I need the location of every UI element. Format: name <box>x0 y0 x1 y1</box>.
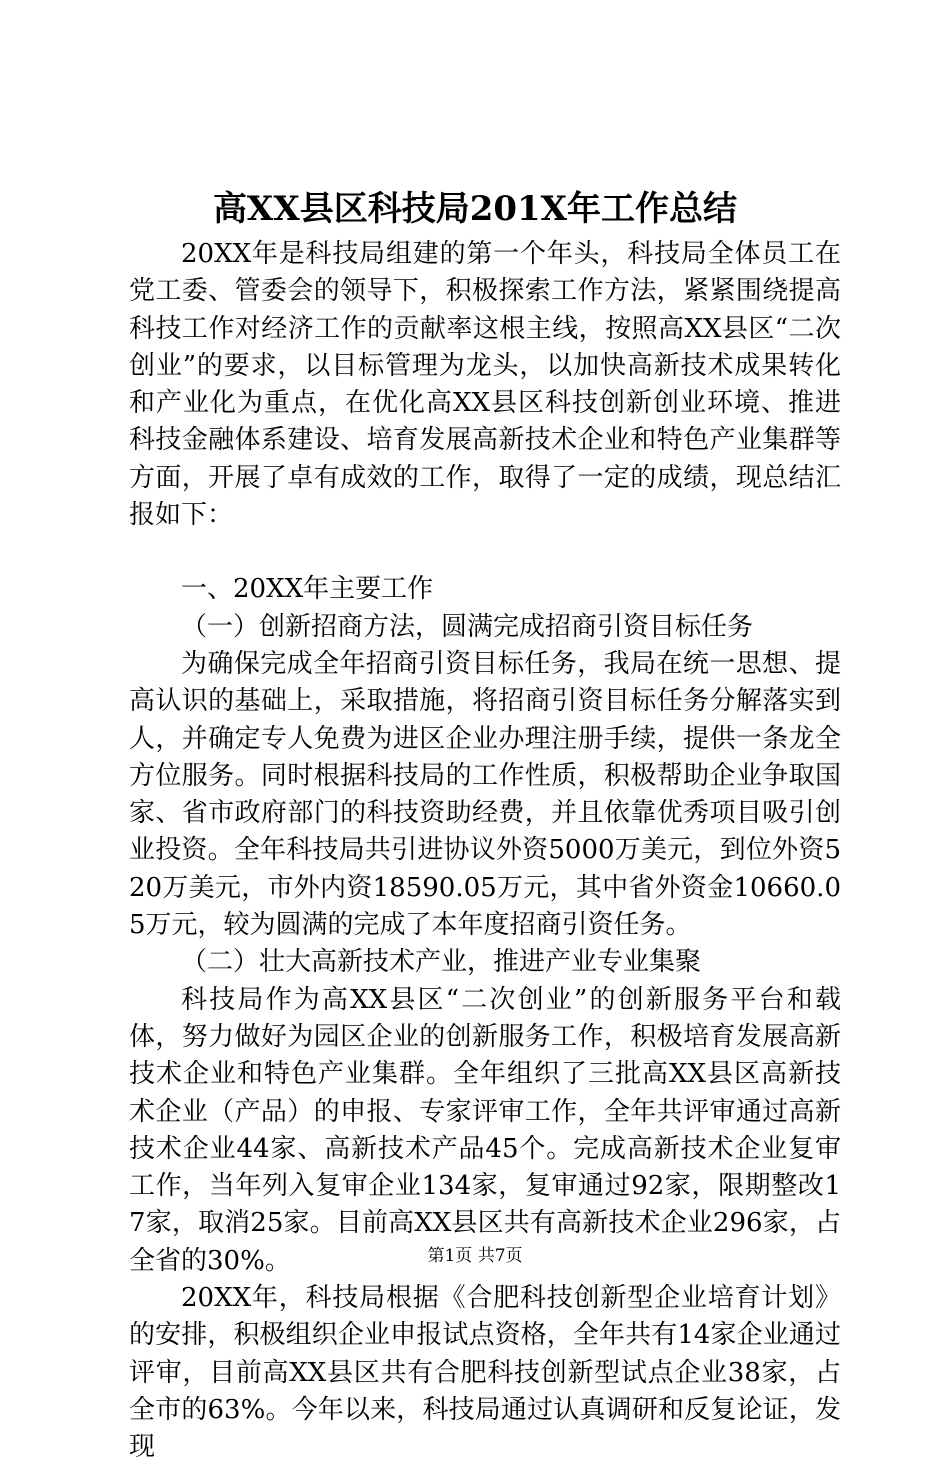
page-footer: 第1页 共7页 <box>427 1246 523 1266</box>
subsection-heading-2: （二）壮大高新技术产业，推进产业专业集聚 <box>181 947 702 978</box>
subsection-2-paragraph-2: 20XX年，科技局根据《合肥科技创新型企业培育计划》的安排，积极组织企业申报试点资格，全年共有14家企业通过评审，目前高XX县区共有合肥科技创新型试点企业38家，占全市的63%。今年以来，科技局通过认真调研和反复论证，发现 <box>129 1283 841 1463</box>
subsection-heading-1: （一）创新招商方法，圆满完成招商引资目标任务 <box>181 611 754 642</box>
subsection-1-paragraph: 为确保完成全年招商引资目标任务，我局在统一思想、提高认识的基础上，采取措施，将招商引资目标任务分解落实到人，并确定专人免费为进区企业办理注册手续，提供一条龙全方位服务。同时根据科技局的工作性质，积极帮助企业争取国家、省市政府部门的科技资助经费，并且依靠优秀项目吸引创业投资。全年科技局共引进协议外资5000万美元，到位外资520万美元，市外内资18590.05万元，其中省外资金10660.05万元，较为圆满的完成了本年度招商引资任务。 <box>129 648 841 941</box>
document-body <box>129 236 841 1467</box>
intro-paragraph: 20XX年是科技局组建的第一个年头，科技局全体员工在党工委、管委会的领导下，积极探索工作方法，紧紧围绕提高科技工作对经济工作的贡献率这根主线，按照高XX县区“二次创业”的要求，以目标管理为龙头，以加快高新技术成果转化和产业化为重点，在优化高XX县区科技创新创业环境、推进科技金融体系建设、培育发展高新技术企业和特色产业集群等方面，开展了卓有成效的工作，取得了一定的成绩，现总结汇报如下： <box>129 239 841 531</box>
document-title: 高XX县区科技局201X年工作总结 <box>212 189 738 229</box>
section-heading-1: 一、20XX年主要工作 <box>181 574 434 605</box>
subsection-2-paragraph-1: 科技局作为高XX县区“二次创业”的创新服务平台和载体，努力做好为园区企业的创新服务工作，积极培育发展高新技术企业和特色产业集群。全年组织了三批高XX县区高新技术企业（产品）的申报、专家评审工作，全年共评审通过高新技术企业44家、高新技术产品45个。完成高新技术企业复审工作，当年列入复审企业134家，复审通过92家，限期整改17家，取消25家。目前高XX县区共有高新技术企业296家，占全省的30%。 <box>129 984 841 1276</box>
